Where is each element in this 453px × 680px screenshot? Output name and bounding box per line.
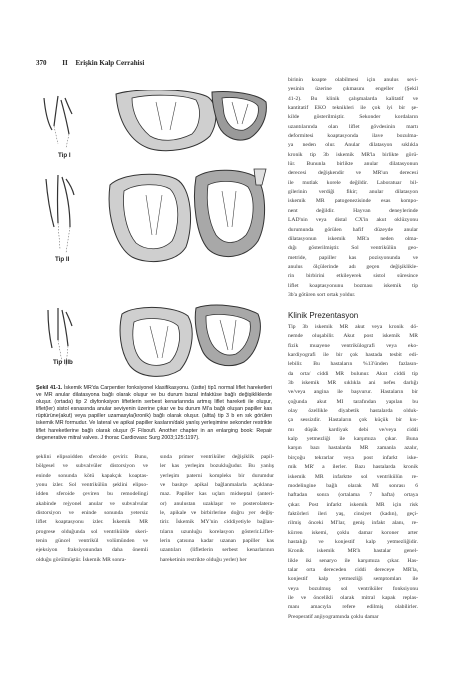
text-line: faktörleri ileri yaş, cinsiyet (kadın), geçi- <box>288 510 418 517</box>
text-line: bölgesel ve subvalvüler distorsiyon ve <box>36 463 148 470</box>
text-line: LAD'nin veya distal CX'in akut oklüzyonu <box>288 217 418 224</box>
text-line: hareketinin restrikte olduğu yerler) her <box>160 556 247 563</box>
text-line: konjestif kalp yetmezliği semptomları ile <box>288 576 418 583</box>
tip-ii-drawing <box>36 165 272 265</box>
text-line: kilde gösterilmiştir. Sekonder kordaların <box>288 114 418 121</box>
text-line: anulus ölçülerinde adı geçen değişiklikle- <box>288 263 418 270</box>
text-line: durumunda görülen hafif düzeyde anular <box>288 226 418 233</box>
text-line: olay özellikle diyabetik hastalarda olduk- <box>288 408 418 415</box>
text-line: ça sessizdir. Hastaların çok küçük bir kıs- <box>288 417 418 424</box>
right-column-top <box>288 76 418 300</box>
section-number: II <box>62 59 68 67</box>
text-line: mı düşük kardiyak debi ve/veya ciddi <box>288 426 418 433</box>
text-line: talar orta dereceden ciddi dereceye MR'la, <box>288 566 418 573</box>
text-line: metride, papiller kas pozisyonunda ve <box>288 254 418 261</box>
text-line: sında primer ventriküler değişiklik papil- <box>160 454 274 460</box>
text-line: iskemik MR infarktte sol ventrikülün re- <box>288 473 418 480</box>
text-line: uzantıları (lifletlerin serbest kenarlarının <box>160 547 274 554</box>
text-line: dığı gösterilmiştir. Sol ventrikülün geo- <box>288 245 418 252</box>
text-line: kalp yetmezliği ile karşımıza çıkar. Buna <box>288 436 418 443</box>
text-line: kürren iskemi, çoklu damar koroner arter <box>288 529 418 536</box>
text-line: ya neden olur. Anular dilatasyon sıklıkla <box>288 142 418 149</box>
text-line: haftadan sonra (ortalama 7 hafta) ortaya <box>288 492 418 499</box>
text-line: tıların uzunluğu korelasyon gösterir.Liflet- <box>160 528 274 535</box>
text-line: şeklini elipsoidden sferoide çevirir. Bunu, <box>36 454 148 460</box>
text-line: nemde oluşabilir. Akut post iskemik MR <box>288 333 418 340</box>
text-line: yonu izler. Sol ventrikülün şeklini elipso- <box>36 482 148 489</box>
text-line: ile ve öncelikli olarak mitral kapak replas- <box>288 594 418 601</box>
text-line: kantitatif EKO teknikleri ile çok iyi bir şe- <box>288 105 418 112</box>
text-line: lebilir. Bu hastaların %13'ünden fazlasın- <box>288 361 418 368</box>
text-line: rilmiş önceki MI'lar, geniş infakt alanı, re- <box>288 520 418 527</box>
tip-iiib-label: Tip IIIb <box>53 359 73 366</box>
text-line: kardiyografi ile bir çok hastada tesbit edi- <box>288 352 418 359</box>
text-line: modelingine bağlı olarak MI sonrası 6 <box>288 482 418 489</box>
text-line: olduğu görülmüştür. İskemik MR sonra- <box>36 556 127 563</box>
text-line: mik MR' a ilerler. Bazı hastalarda kronik <box>288 464 418 471</box>
text-line: hastalığı ve konjestif kalp yetmezliğidir. <box>288 538 418 545</box>
text-line: birinin koapte olabilmesi için anulus sevi- <box>288 77 418 83</box>
text-line: akabinde rejyonel anular ve subvalvular <box>36 500 148 507</box>
right-column-bottom <box>288 323 418 622</box>
text-line: çoğunda akut MI tarafından yapılan bu <box>288 398 418 405</box>
page-number: 370 <box>36 59 47 67</box>
text-line: ejeksiyon fraksiyonundan daha önemli <box>36 547 148 554</box>
text-line: karşın bazı hastalarda MR zamanla azalır, <box>288 445 418 452</box>
caption-text: İskemik MR'da Carpentier fonksiyonel klasifikasyonu. (üstte) tip1 normal liflet hareketleri ve MR anular dilatasyona bağlı olarak oluşur ve bu durum bazal infaktüse bağlı değişikliklerde oluşur. (ortada) tip 2 diyfonksiyon liftetlerin serbest kenarlarında artmış liflet hareketi ile oluşur, liflet(ler) sistol esnasında anular seviyenin üzerine çıkar ve bu durum MI'a bağlı oluşan papiller kas rüptürüne(akut) veya papiller uzamasyla(kronik) bağlı olarak oluşur. (altta) tip 3 b en sık görülen iskemik MR formudur. Ve lateral ve apikal papiller kasların/daki yanlış yerleşimine sekonder restrikte liflet hareketlerine bağlı olarak oluşur (F Filsoufi. Another chapter in an enlarging book: Repair degenerative mitral valves. J thorac Cardiovasc Surg 2003;125:1197). <box>36 385 272 441</box>
text-line: idden sferoide çeviren bu remodelingi <box>36 491 148 498</box>
text-line: rin birbirini etkileyerek sistol süresince <box>288 273 418 280</box>
tip-iiib-drawing <box>36 300 272 380</box>
text-line: eninde sonunda kötü kapakçık koaptas- <box>36 472 148 479</box>
text-line: birçoğu tekrarlar veya post infarkt iske- <box>288 454 418 461</box>
figure-tip-iiib <box>36 300 272 380</box>
text-line: 3b iskemik MR sıklıkla ani nefes darlığı <box>288 380 418 387</box>
text-line: distorsiyon ve eninde sonunda yetersiz <box>36 510 148 517</box>
text-line: çıkar. Post infarkt iskemik MR için risk <box>288 501 418 508</box>
text-line: liflet koaptasyonu izler. İskemik MR <box>36 519 148 526</box>
text-line: Tip 3b iskemik MR akut veya kronik dö- <box>288 324 418 330</box>
text-line: manı amacıyla refere edilmiş olabilirler. <box>288 604 418 611</box>
middle-column <box>160 453 274 565</box>
tip-i-label: Tip I <box>58 152 71 159</box>
book-title: Erişkin Kalp Cerrahisi <box>75 59 145 67</box>
text-line: yesinin üzerine çıkmasını engeller (Şekil <box>288 86 418 93</box>
text-line: likle iki senaryo ile karşımıza çıkar. Has- <box>288 557 418 564</box>
text-line: da orta/ ciddi MR bulunur. Akut ciddi tip <box>288 370 418 377</box>
text-line: ile mutlak korele değildir. Laboratuar bil- <box>288 179 418 186</box>
text-line: liflet koaptasyonunu bozması iskemik tip <box>288 282 418 289</box>
text-line: 3b'a götüren sort ortak yoldur. <box>288 291 356 298</box>
left-column <box>36 453 148 565</box>
text-line: iskemik MR patogenezisinde esas kompo- <box>288 198 418 205</box>
text-line: tirir. İskemik MY'nin ciddiyetiyle bağlan- <box>160 519 274 526</box>
text-line: uzantılarında olan liflet gövdesinin martı <box>288 123 418 130</box>
text-line: ve basitçe apikal bağlanmalarla açıklana- <box>160 482 274 489</box>
text-line: kronik tip 3b iskemik MR'la birlikte görü- <box>288 151 418 158</box>
text-line: yerleşim paterni kompleks bir durumdur <box>160 472 274 479</box>
text-line: Preoperatif anjiyogramında çoklu damar <box>288 613 379 620</box>
page-header <box>36 59 144 67</box>
tip-ii-label: Tip II <box>55 256 70 263</box>
caption-label: Şekil 41-1. <box>36 385 63 391</box>
text-line: 41-2). Bu klinik çalışmalarda kalitatif ve <box>288 95 418 102</box>
text-line: fizik muayene ventrikülografi veya eko- <box>288 342 418 349</box>
text-line: gilerinin verdiği fikir; anular dilatasyon <box>288 189 418 196</box>
text-line: tenin güncel ventrikül volümünden ve <box>36 538 148 545</box>
text-line: ler kas yerleşim bozukluğudur. Bu yanlış <box>160 463 274 470</box>
text-line: derecesi değişkendir ve MR'un derecesi <box>288 170 418 177</box>
figure-tip-ii <box>36 165 272 265</box>
text-line: Kronik iskemik MR'lı hastalar genel- <box>288 548 418 555</box>
text-line: progrese olduğunda sol ventrikülde skeri- <box>36 528 148 535</box>
text-line: deformitesi koaptasyonda ilave bozulma- <box>288 133 418 140</box>
tip-i-drawing <box>36 90 272 154</box>
figure-caption <box>36 385 272 442</box>
text-line: lerin çatısına kadar uzanan papiller kas <box>160 538 274 545</box>
text-line: maz. Papiller kas uçları midseptal (anteri- <box>160 491 274 498</box>
text-line: ve/veya angina ile başvurur. Hastaların bir <box>288 389 418 396</box>
figure-tip-i <box>36 90 272 154</box>
section-heading: Klinik Prezentasyon <box>288 311 359 320</box>
text-line: or) anulustan uzaklaşır ve posterolatera- <box>160 500 274 507</box>
text-line: lür. Bununla birlikte anular dilatasyonun <box>288 161 418 168</box>
text-line: le, apikale ve birbirlerine doğru yer değiş- <box>160 510 274 517</box>
text-line: nent değildir. Hayvan deneylerinde <box>288 207 418 214</box>
text-line: veya bozulmuş sol ventriküler fonksiyonu <box>288 585 418 592</box>
text-line: dilatasyonun iskemik MR'a neden olma- <box>288 235 418 242</box>
